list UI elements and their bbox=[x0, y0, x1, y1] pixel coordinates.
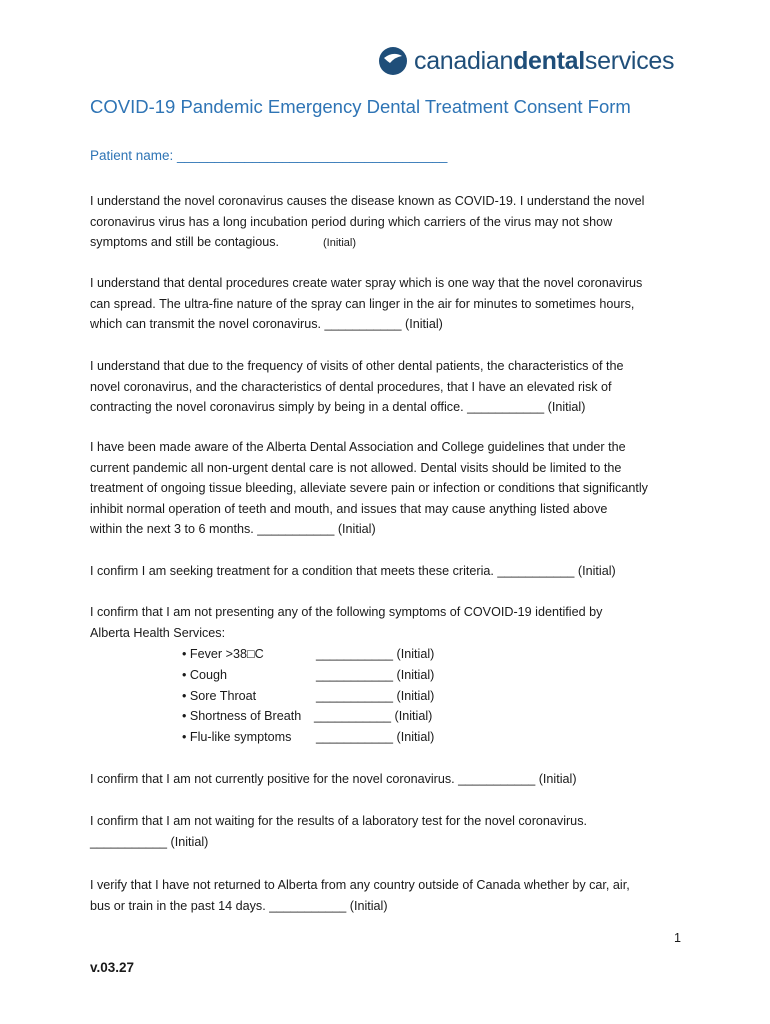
symptom-name: • Cough bbox=[182, 667, 228, 682]
company-logo bbox=[378, 46, 674, 76]
initial-line[interactable]: I confirm that I am not currently positive for the novel coronavirus. ___________ (Initial) bbox=[90, 772, 577, 786]
initial-line[interactable]: ___________ (Initial) bbox=[90, 834, 209, 849]
initial-line[interactable]: within the next 3 to 6 months. ___________ (Initial) bbox=[90, 522, 376, 537]
symptom-row bbox=[182, 706, 434, 727]
initial-field[interactable]: ___________ (Initial) bbox=[316, 730, 435, 745]
paragraph-line: I understand that due to the frequency of visits of other dental patients, the characteristics of the bbox=[90, 359, 624, 373]
paragraph-criteria bbox=[90, 561, 690, 582]
page-number: 1 bbox=[674, 931, 682, 945]
symptom-row bbox=[182, 665, 434, 686]
logo-text-bold: dental bbox=[513, 46, 585, 75]
paragraph-guidelines bbox=[90, 437, 690, 540]
paragraph-line: current pandemic all non-urgent dental care is not allowed. Dental visits should be limited to the bbox=[90, 460, 622, 475]
form-title: COVID-19 Pandemic Emergency Dental Treatment Consent Form bbox=[90, 96, 631, 117]
paragraph-line bbox=[90, 232, 690, 254]
logo-text bbox=[414, 47, 674, 76]
paragraph-symptoms-intro bbox=[90, 602, 690, 643]
initial-line[interactable]: I confirm I am seeking treatment for a condition that meets these criteria. ___________ (Initial) bbox=[90, 564, 616, 578]
initial-field[interactable]: ___________ (Initial) bbox=[314, 709, 433, 724]
paragraph-lab-test bbox=[90, 811, 690, 852]
paragraph-elevated-risk bbox=[90, 356, 690, 418]
paragraph-line: I confirm that I am not presenting any of the following symptoms of COVOID-19 identified by bbox=[90, 605, 603, 619]
version-label: v.03.27 bbox=[90, 960, 135, 975]
initial-field[interactable]: ___________ (Initial) bbox=[316, 667, 435, 682]
paragraph-line: treatment of ongoing tissue bleeding, alleviate severe pain or infection or conditions that significantly bbox=[90, 481, 648, 496]
paragraph-line: inhibit normal operation of teeth and mouth, and issues that may cause anything listed above bbox=[90, 501, 608, 516]
symptom-row bbox=[182, 644, 434, 665]
patient-name-field[interactable]: Patient name: ____________________________________ bbox=[90, 148, 448, 163]
logo-text-suffix: services bbox=[584, 46, 675, 75]
initial-field[interactable]: (Initial) bbox=[323, 237, 357, 250]
initial-line[interactable]: contracting the novel coronavirus simply by being in a dental office. ___________ (Initial) bbox=[90, 400, 586, 415]
paragraph-line: Alberta Health Services: bbox=[90, 625, 226, 640]
symptom-list bbox=[182, 644, 434, 748]
symptom-name: • Flu-like symptoms bbox=[182, 730, 292, 745]
paragraph-line: novel coronavirus, and the characteristics of dental procedures, that I have an elevated risk of bbox=[90, 379, 612, 394]
paragraph-line: coronavirus virus has a long incubation period during which carriers of the virus may not show bbox=[90, 214, 613, 229]
symptom-name: • Fever >38□C bbox=[182, 647, 264, 661]
paragraph-water-spray bbox=[90, 273, 690, 335]
initial-field[interactable]: ___________ (Initial) bbox=[316, 647, 435, 661]
paragraph-line: I understand the novel coronavirus causes the disease known as COVID-19. I understand the novel bbox=[90, 194, 645, 208]
symptom-name: • Sore Throat bbox=[182, 688, 257, 703]
paragraph-line: I understand that dental procedures create water spray which is one way that the novel coronavirus bbox=[90, 276, 643, 290]
paragraph-line: I verify that I have not returned to Alberta from any country outside of Canada whether by car, air, bbox=[90, 878, 630, 892]
paragraph-contagion bbox=[90, 191, 690, 254]
paragraph-line: I have been made aware of the Alberta Dental Association and College guidelines that under the bbox=[90, 440, 626, 454]
logo-text-prefix: canadian bbox=[414, 46, 514, 75]
logo-circle-icon bbox=[378, 46, 408, 76]
symptom-row bbox=[182, 727, 434, 748]
paragraph-not-positive bbox=[90, 769, 690, 790]
symptom-name: • Shortness of Breath bbox=[182, 709, 302, 724]
symptom-row bbox=[182, 686, 434, 707]
paragraph-travel bbox=[90, 875, 690, 916]
paragraph-line: can spread. The ultra-fine nature of the spray can linger in the air for minutes to sometimes hours, bbox=[90, 296, 635, 311]
initial-line[interactable]: bus or train in the past 14 days. ___________ (Initial) bbox=[90, 898, 388, 913]
initial-line[interactable]: which can transmit the novel coronavirus. ___________ (Initial) bbox=[90, 317, 443, 332]
paragraph-text: symptoms and still be contagious. bbox=[90, 235, 279, 250]
initial-field[interactable]: ___________ (Initial) bbox=[316, 688, 435, 703]
paragraph-line: I confirm that I am not waiting for the results of a laboratory test for the novel coronavirus. bbox=[90, 814, 587, 828]
